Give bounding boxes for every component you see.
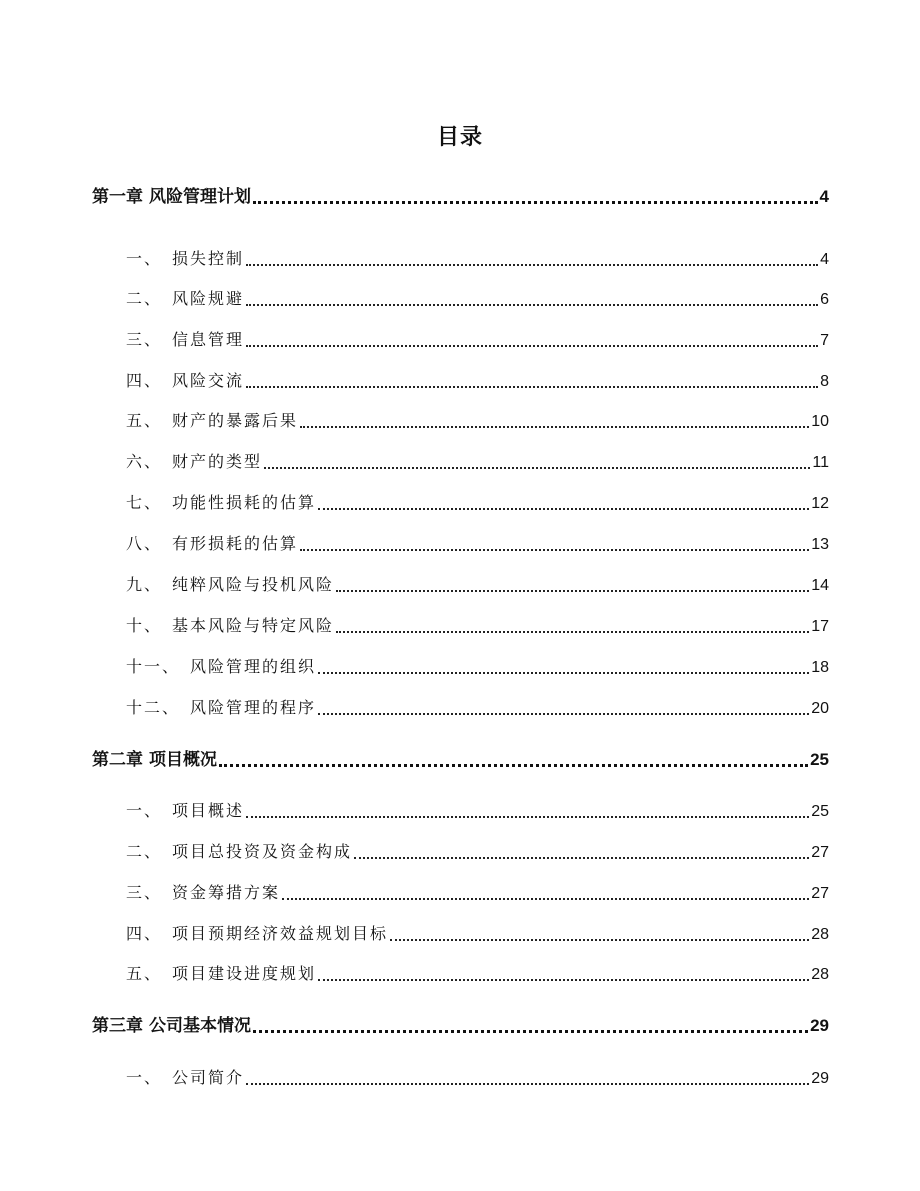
toc-entry-label: 项目建设进度规划 — [172, 964, 317, 983]
toc-entry-page-number: 28 — [811, 966, 829, 983]
toc-entry-label: 风险管理的程序 — [190, 698, 317, 717]
toc-entry-page-number: 12 — [811, 495, 829, 512]
toc-dot-leader — [300, 426, 809, 428]
toc-entry-number: 十、 — [126, 616, 163, 635]
toc-dot-leader — [246, 386, 818, 388]
toc-entry-number: 八、 — [126, 534, 163, 553]
toc-section-entry[interactable] — [126, 878, 829, 908]
toc-dot-leader — [253, 1030, 808, 1033]
toc-entry-number: 五、 — [126, 411, 163, 430]
toc-entry-page-number: 27 — [811, 885, 829, 902]
toc-section-entry[interactable] — [126, 488, 829, 518]
toc-title: 目录 — [436, 125, 483, 150]
toc-entry-number: 二、 — [126, 289, 163, 308]
toc-dot-leader — [282, 898, 809, 900]
toc-section-entry[interactable] — [126, 529, 829, 559]
toc-dot-leader — [246, 816, 809, 818]
toc-entry-page-number: 25 — [810, 750, 829, 769]
toc-entry-number: 三、 — [126, 330, 163, 349]
toc-section-entry[interactable] — [126, 652, 829, 682]
toc-entry-page-number: 29 — [811, 1070, 829, 1087]
toc-dot-leader — [390, 939, 809, 941]
toc-entry-number: 五、 — [126, 964, 163, 983]
toc-dot-leader — [300, 549, 809, 551]
toc-entry-label: 损失控制 — [172, 249, 245, 268]
toc-entry-number: 六、 — [126, 452, 163, 471]
toc-chapter-entry[interactable] — [92, 745, 829, 775]
toc-entry-label: 风险交流 — [172, 371, 245, 390]
toc-dot-leader — [246, 345, 818, 347]
toc-entry-page-number: 10 — [811, 413, 829, 430]
toc-dot-leader — [336, 590, 809, 592]
toc-section-entry[interactable] — [126, 837, 829, 867]
toc-section-entry[interactable] — [126, 244, 829, 274]
toc-entry-label: 公司简介 — [172, 1068, 245, 1087]
toc-entry-page-number: 8 — [820, 373, 829, 390]
toc-entry-label: 基本风险与特定风险 — [172, 616, 335, 635]
toc-entry-page-number: 29 — [810, 1016, 829, 1035]
toc-entry-label: 风险规避 — [172, 289, 245, 308]
toc-entry-label: 信息管理 — [172, 330, 245, 349]
toc-entry-number: 第三章 — [92, 1016, 143, 1036]
toc-entry-label: 财产的暴露后果 — [172, 411, 299, 430]
toc-dot-leader — [354, 857, 809, 859]
toc-entry-page-number: 17 — [811, 618, 829, 635]
toc-chapter-entry[interactable] — [92, 182, 829, 212]
toc-dot-leader — [264, 467, 810, 469]
toc-entry-number: 一、 — [126, 801, 163, 820]
toc-dot-leader — [219, 764, 808, 767]
toc-entry-number: 四、 — [126, 924, 163, 943]
toc-entry-page-number: 4 — [819, 187, 829, 206]
toc-entry-number: 三、 — [126, 883, 163, 902]
toc-entry-page-number: 4 — [820, 251, 829, 268]
toc-dot-leader — [318, 508, 809, 510]
toc-dot-leader — [246, 1083, 809, 1085]
toc-entry-number: 十一、 — [126, 657, 181, 676]
toc-entry-label: 风险管理的组织 — [190, 657, 317, 676]
toc-section-entry[interactable] — [126, 1063, 829, 1093]
toc-section-entry[interactable] — [126, 406, 829, 436]
toc-entry-number: 二、 — [126, 842, 163, 861]
toc-entry-number: 十二、 — [126, 698, 181, 717]
toc-entry-number: 一、 — [126, 249, 163, 268]
toc-entry-page-number: 11 — [812, 454, 829, 471]
toc-section-entry[interactable] — [126, 919, 829, 949]
toc-entry-page-number: 27 — [811, 844, 829, 861]
toc-entry-page-number: 28 — [811, 926, 829, 943]
toc-dot-leader — [253, 201, 818, 204]
toc-dot-leader — [246, 264, 818, 266]
toc-section-entry[interactable] — [126, 693, 829, 723]
toc-chapter-entry[interactable] — [92, 1011, 829, 1041]
toc-entry-number: 一、 — [126, 1068, 163, 1087]
toc-entry-page-number: 6 — [820, 291, 829, 308]
toc-entry-label: 项目总投资及资金构成 — [172, 842, 353, 861]
toc-entry-number: 七、 — [126, 493, 163, 512]
toc-entry-page-number: 25 — [811, 803, 829, 820]
toc-dot-leader — [318, 979, 809, 981]
toc-dot-leader — [336, 631, 809, 633]
toc-entry-label: 纯粹风险与投机风险 — [172, 575, 335, 594]
toc-entry-label: 项目概况 — [149, 750, 217, 770]
toc-dot-leader — [246, 304, 818, 306]
toc-entry-label: 财产的类型 — [172, 452, 263, 471]
toc-entry-label: 项目概述 — [172, 801, 245, 820]
toc-entry-label: 风险管理计划 — [149, 187, 251, 207]
toc-section-entry[interactable] — [126, 366, 829, 396]
toc-entry-page-number: 7 — [820, 332, 829, 349]
toc-entry-number: 九、 — [126, 575, 163, 594]
toc-entry-page-number: 20 — [811, 700, 829, 717]
toc-dot-leader — [318, 713, 809, 715]
toc-entry-label: 资金筹措方案 — [172, 883, 281, 902]
toc-section-entry[interactable] — [126, 611, 829, 641]
toc-entry-number: 第一章 — [92, 187, 143, 207]
toc-section-entry[interactable] — [126, 325, 829, 355]
toc-entry-label: 功能性损耗的估算 — [172, 493, 317, 512]
toc-dot-leader — [318, 672, 809, 674]
toc-entry-label: 公司基本情况 — [149, 1016, 251, 1036]
toc-entry-number: 第二章 — [92, 750, 143, 770]
toc-entry-page-number: 13 — [811, 536, 829, 553]
toc-entry-page-number: 18 — [811, 659, 829, 676]
toc-section-entry[interactable] — [126, 959, 829, 989]
toc-entry-number: 四、 — [126, 371, 163, 390]
toc-entry-page-number: 14 — [811, 577, 829, 594]
toc-entry-label: 项目预期经济效益规划目标 — [172, 924, 389, 943]
toc-entry-label: 有形损耗的估算 — [172, 534, 299, 553]
toc-section-entry[interactable] — [126, 447, 829, 477]
toc-section-entry[interactable] — [126, 284, 829, 314]
toc-section-entry[interactable] — [126, 796, 829, 826]
toc-section-entry[interactable] — [126, 570, 829, 600]
